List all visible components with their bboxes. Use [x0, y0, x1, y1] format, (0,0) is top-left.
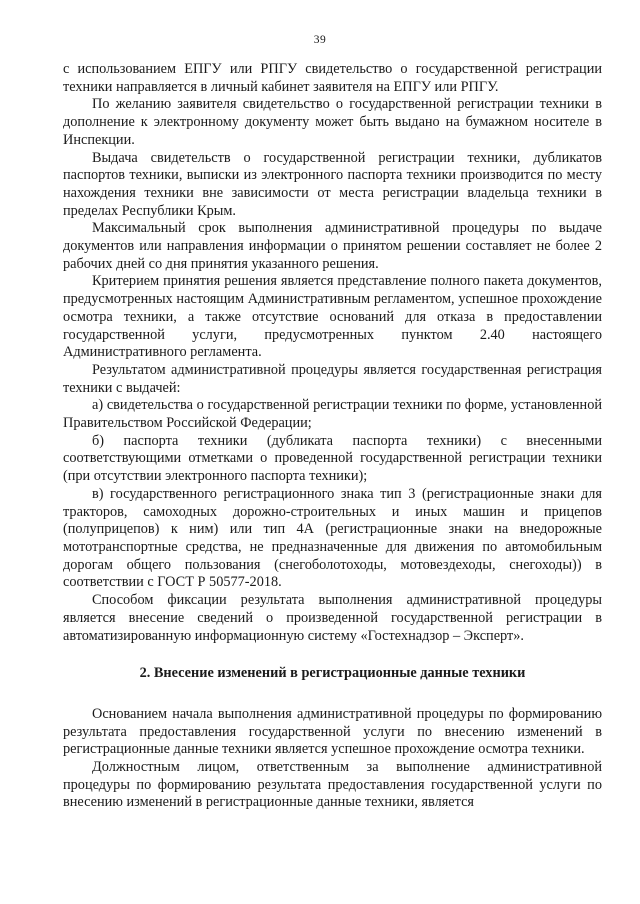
section-heading: 2. Внесение изменений в регистрационные данные техники: [139, 665, 526, 682]
list-item-c: в) государственного регистрационного знака тип 3 (регистрационные знаки для тракторов, самоходных дорожно-строительных и иных машин и прицепов (полуприцепов) к ним) или тип 4А (регистрационные знаки на внедорожные мототранспортные средства, не предназначенные для движения по автомобильным дорогам общего пользования (снегоболотоходы, мотовездеходы, снегоходы)) в соответствии с ГОСТ Р 50577-2018.: [63, 485, 602, 591]
paragraph: По желанию заявителя свидетельство о государственной регистрации техники в дополнение к электронному документу может быть выдано на бумажном носителе в Инспекции.: [63, 96, 602, 148]
paragraph: с использованием ЕПГУ или РПГУ свидетельство о государственной регистрации техники направляется в личный кабинет заявителя на ЕПГУ или РПГУ.: [63, 61, 602, 95]
paragraph: Максимальный срок выполнения административной процедуры по выдаче документов или направления информации о принятом решении составляет не более 2 рабочих дней со дня принятия указанного решения.: [63, 220, 602, 272]
list-item-b: б) паспорта техники (дубликата паспорта техники) с внесенными соответствующими отметками о проведенной государственной регистрации техники (при отсутствии электронного паспорта техники);: [63, 432, 602, 485]
list-item-a: а) свидетельства о государственной регистрации техники по форме, установленной Правительством Российской Федерации;: [63, 397, 602, 432]
paragraph: Выдача свидетельств о государственной регистрации техники, дубликатов паспортов техники, выписки из электронного паспорта техники производится по месту нахождения техники вне зависимости от места регистрации владельца техники в пределах Республики Крым.: [63, 149, 602, 219]
paragraph: Критерием принятия решения является представление полного пакета документов, предусмотренных настоящим Административным регламентом, успешное прохождение осмотра техники, а также отсутствие оснований для отказа в предоставлении государственной услуги, предусмотренных пунктом 2.40 настоящего Административного регламента.: [63, 273, 602, 361]
document-body: [63, 61, 602, 812]
paragraph: Результатом административной процедуры является государственная регистрация техники с выдачей:: [63, 361, 602, 396]
paragraph: Способом фиксации результата выполнения административной процедуры является внесение сведений о произведенной государственной регистрации в автоматизированную информационную систему «Гостехнадзор – Эксперт».: [63, 592, 602, 644]
paragraph: Основанием начала выполнения административной процедуры по формированию результата предоставления государственной услуги по внесению изменений в регистрационные данные техники является успешное прохождение осмотра техники.: [63, 705, 602, 758]
page-number: 39: [313, 34, 327, 46]
paragraph: Должностным лицом, ответственным за выполнение административной процедуры по формированию результата предоставления государственной услуги по внесению изменений в регистрационные данные техники, является: [63, 759, 602, 811]
